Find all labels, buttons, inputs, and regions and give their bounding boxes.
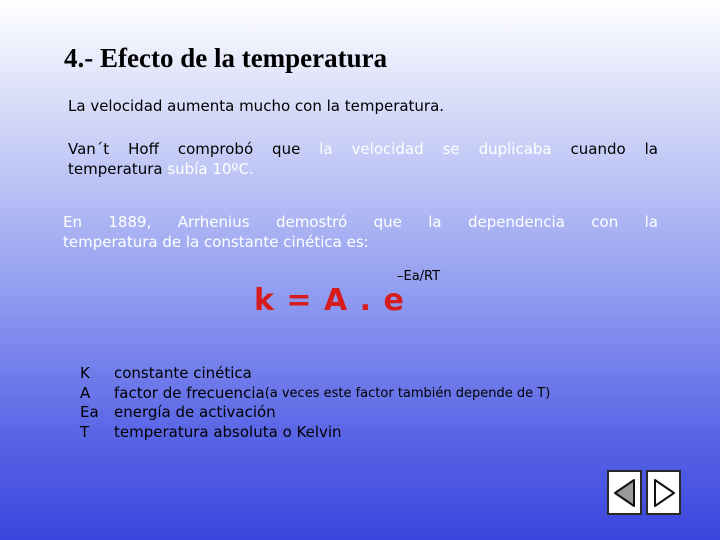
vant-hoff-text-a: Van´t Hoff comprobó que — [68, 140, 320, 158]
triangle-left-icon — [612, 477, 638, 509]
paragraph-velocity: La velocidad aumenta mucho con la temperatura. — [68, 97, 445, 115]
vant-hoff-line-2 — [68, 159, 658, 179]
formula-exponent: –Ea/RT — [397, 269, 441, 284]
legend-symbol: T — [80, 422, 90, 441]
legend-row-k — [80, 364, 550, 384]
triangle-right-icon — [651, 477, 677, 509]
vant-hoff-text-c: cuando la — [551, 140, 658, 158]
legend-symbol: K — [80, 364, 90, 382]
legend-row-a — [80, 384, 550, 404]
vant-hoff-text-d: temperatura — [68, 160, 168, 178]
legend-text: constante cinética — [114, 364, 252, 382]
vant-hoff-highlight-duplica: la velocidad se duplicaba — [319, 140, 552, 158]
legend-symbol: A — [80, 383, 91, 402]
paragraph-vant-hoff — [68, 139, 658, 179]
symbol-legend — [80, 364, 550, 442]
next-slide-button[interactable] — [646, 470, 681, 515]
previous-slide-button[interactable] — [607, 470, 642, 515]
paragraph-arrhenius — [63, 212, 658, 252]
legend-row-t — [80, 423, 550, 443]
legend-note: (a veces este factor también depende de T) — [264, 385, 551, 401]
arrhenius-formula: k = A . e — [254, 283, 405, 318]
arrhenius-line-1: En 1889, Arrhenius demostró que la dependencia con la — [63, 213, 658, 231]
arrhenius-line-2: temperatura de la constante cinética es: — [63, 233, 369, 251]
vant-hoff-highlight-10c: subía 10ºC. — [167, 160, 254, 178]
legend-text: energía de activación — [114, 403, 276, 421]
legend-text: factor de frecuencia — [114, 383, 265, 402]
legend-row-ea — [80, 403, 550, 423]
slide-title: 4.- Efecto de la temperatura — [64, 43, 388, 73]
legend-symbol: Ea — [80, 403, 99, 421]
legend-text: temperatura absoluta o Kelvin — [114, 422, 342, 441]
